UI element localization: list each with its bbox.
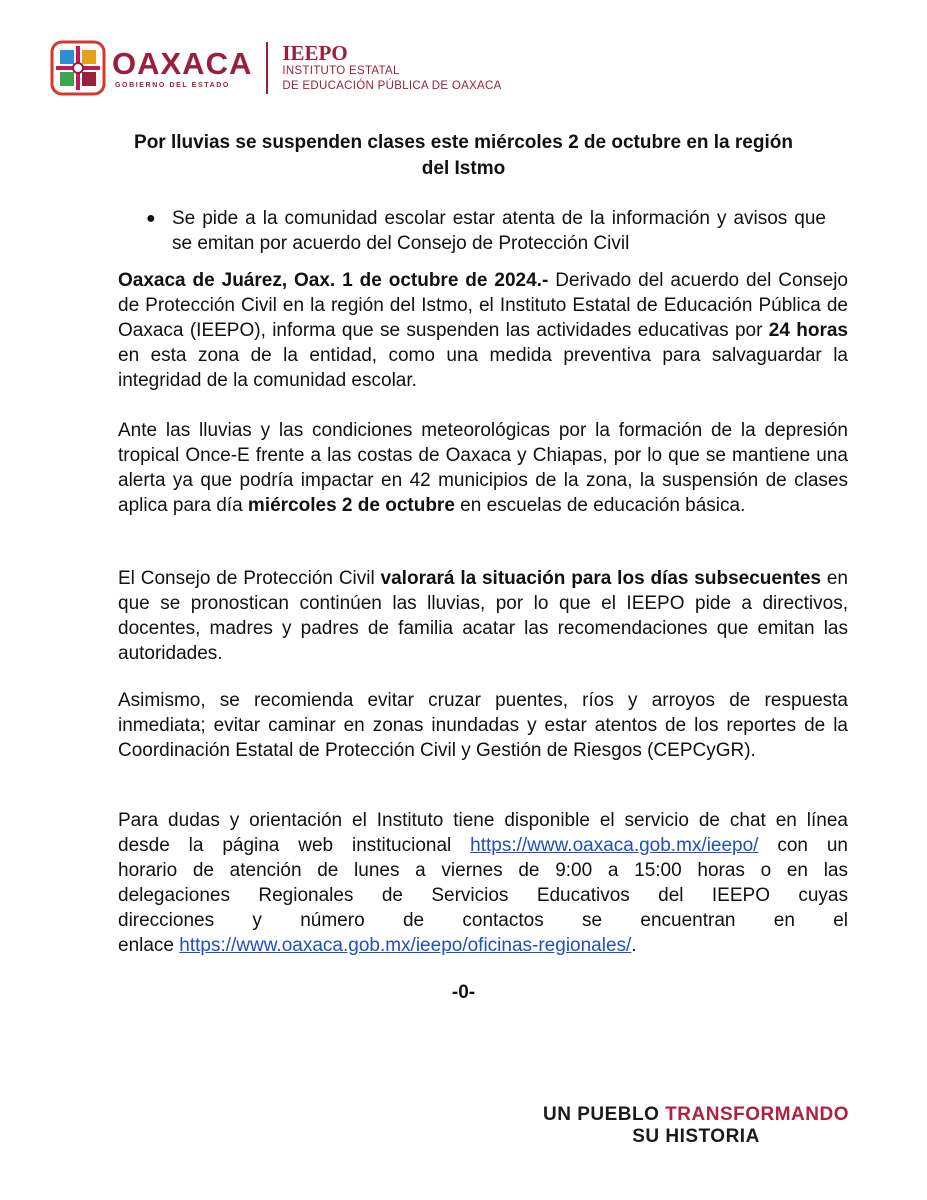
brand-name: OAXACA — [112, 45, 253, 81]
paragraph-5-line-6-text-b: . — [631, 935, 637, 956]
slogan-part-3: SU HISTORIA — [632, 1126, 760, 1147]
paragraph-1-text-a: Derivado del acuerdo del Consejo de Protección Civil en la región del Istmo, el Instituto Estatal de Educación Pública de Oaxaca (IEEPO), informa que se suspenden las actividades educativas por — [118, 270, 848, 341]
paragraph-5-line-2 — [118, 833, 848, 858]
paragraph-2-bold: miércoles 2 de octubre — [247, 495, 455, 516]
paragraph-5-line-2-text-a: desde la página web institucional — [118, 835, 471, 856]
bullet-item — [146, 206, 826, 256]
oaxaca-emblem-icon — [50, 40, 106, 96]
bullet-text: Se pide a la comunidad escolar estar atenta de la información y avisos que se emitan por acuerdo del Consejo de Protección Civil — [172, 208, 826, 254]
paragraph-3-text-a: El Consejo de Protección Civil — [118, 568, 381, 589]
closing-mark: -0- — [451, 982, 476, 1003]
slogan-part-1: UN PUEBLO — [542, 1104, 666, 1125]
paragraph-1-bold: 24 horas — [768, 320, 848, 341]
institute-name-line1: INSTITUTO ESTATAL — [282, 65, 400, 77]
press-release-title: Por lluvias se suspenden clases este miércoles 2 de octubre en la región del Istmo — [134, 132, 793, 179]
paragraph-5 — [118, 808, 848, 958]
paragraph-2-text-a: Ante las lluvias y las condiciones meteorológicas por la formación de la depresión tropical Once-E frente a las costas de Oaxaca y Chiapas, por lo que se mantiene una alerta ya que podría impactar en 42 municipios de la zona, la suspensión de clases aplica para día — [118, 420, 848, 516]
institute-acronym: IEEPO — [282, 41, 348, 65]
dateline: Oaxaca de Juárez, Oax. 1 de octubre de 2024.- — [118, 270, 549, 291]
paragraph-5-line-2-text-b: con un — [758, 835, 848, 856]
bullet-icon: ● — [146, 210, 156, 227]
paragraph-5-line-5: direcciones y número de contactos se encuentran en el — [118, 910, 848, 931]
brand-subtitle: GOBIERNO DEL ESTADO — [115, 81, 230, 89]
slogan — [540, 1104, 852, 1148]
slogan-part-2: TRANSFORMANDO — [665, 1104, 849, 1125]
paragraph-5-line-1: Para dudas y orientación el Instituto tiene disponible el servicio de chat en línea — [118, 810, 848, 831]
paragraph-2-text-b: en escuelas de educación básica. — [454, 495, 746, 516]
letterhead — [50, 38, 502, 98]
ieepo-website-link[interactable]: https://www.oaxaca.gob.mx/ieepo/ — [470, 835, 759, 856]
paragraph-5-line-6 — [118, 933, 848, 958]
regional-offices-link[interactable]: https://www.oaxaca.gob.mx/ieepo/oficinas-regionales/ — [179, 935, 632, 956]
institute-name-line2: DE EDUCACIÓN PÚBLICA DE OAXACA — [282, 80, 502, 92]
header-divider — [266, 42, 268, 94]
paragraph-1 — [118, 268, 848, 393]
paragraph-1-text-b: en esta zona de la entidad, como una medida preventiva para salvaguardar la integridad de la comunidad escolar. — [118, 345, 848, 391]
paragraph-5-line-3: horario de atención de lunes a viernes de 9:00 a 15:00 horas o en las — [118, 860, 848, 881]
paragraph-2 — [118, 418, 848, 518]
paragraph-3-bold: valorará la situación para los días subsecuentes — [380, 568, 822, 589]
paragraph-3-text-b: en que se pronostican continúen las lluvias, por lo que el IEEPO pide a directivos, docentes, madres y padres de familia acatar las recomendaciones que emitan las autoridades. — [118, 568, 848, 664]
paragraph-4: Asimismo, se recomienda evitar cruzar puentes, ríos y arroyos de respuesta inmediata; evitar caminar en zonas inundadas y estar atentos de los reportes de la Coordinación Estatal de Protección Civil y Gestión de Riesgos (CEPCyGR). — [118, 690, 848, 761]
paragraph-3 — [118, 566, 848, 666]
paragraph-5-line-4: delegaciones Regionales de Servicios Educativos del IEEPO cuyas — [118, 885, 848, 906]
paragraph-5-line-6-text-a: enlace — [118, 935, 180, 956]
